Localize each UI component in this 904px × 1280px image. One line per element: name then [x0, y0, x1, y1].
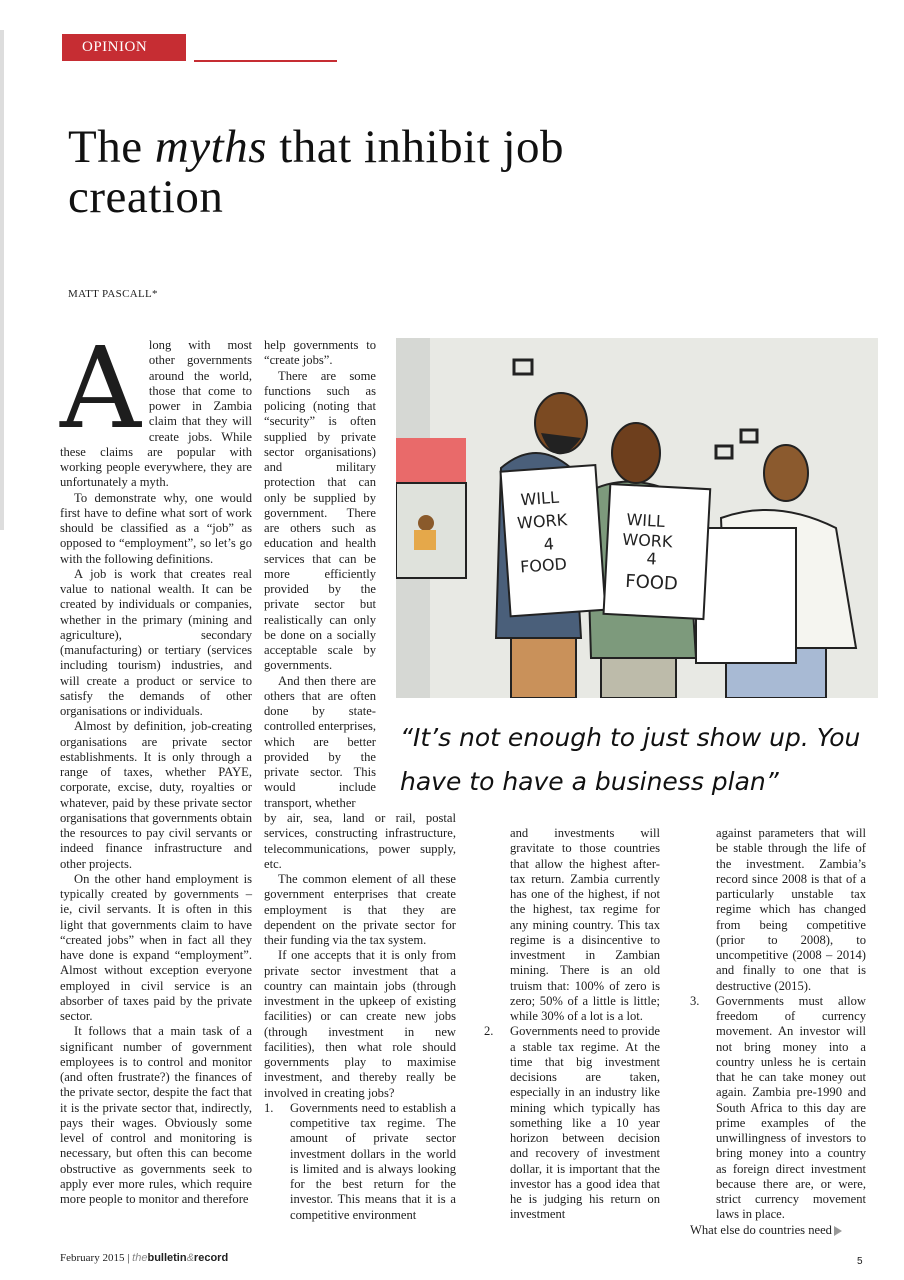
paragraph: To demonstrate why, one would first have to define what sort of work should be classified as a “job” as opposed to “employment”, so let’s go with the following definitions. [60, 490, 252, 566]
list-text: Governments need to provide a stable tax regime. At the time that big investment decisions are taken, especially in an industry like mining which typically has something like a 10 year horizon between decision and recovery of investment dollar, it is important that the investor has a good idea that he is judging his return on investment [510, 1024, 660, 1222]
drop-cap: A [60, 324, 141, 454]
article-column-2 [264, 338, 376, 811]
cartoon-sign1-line: 4 [543, 534, 555, 554]
numbered-list [484, 826, 660, 1223]
logo-amp: & [186, 1252, 194, 1264]
list-text: Governments need to establish a competitive tax regime. The amount of private sector investment dollars in the world is limited and is always looking for the best return for the investor. This means that it is a competitive environment [290, 1100, 456, 1222]
section-label: OPINION [82, 39, 148, 55]
publication-logo [132, 1252, 228, 1264]
logo-the: the [132, 1252, 148, 1264]
footer [60, 1252, 228, 1264]
section-rule [194, 60, 337, 62]
cartoon-sign2-line: FOOD [624, 570, 679, 595]
cartoon-sign2-line: WILL [626, 509, 666, 531]
paragraph: What else do countries need [690, 1222, 832, 1237]
paragraph: And then there are others that are often done by state-controlled enterprises, which are better provided by the private sector. This would include transport, whether [264, 673, 376, 810]
section-tag [62, 34, 186, 61]
article-column-1 [60, 324, 252, 1207]
paragraph: The common element of all these government enterprises that create employment is that they are dependent on the private sector for their funding via the tax system. [264, 872, 456, 947]
cartoon-sign1-line: FOOD [519, 554, 568, 577]
paragraph: If one accepts that it is only from private sector investment that a country can maintain jobs (through investment in the upkeep of existing facilities) or can create new jobs (through investment in new facilities), then what role should governments play to maximise investment, and thereby really be involved in creating jobs? [264, 948, 456, 1100]
paragraph: On the other hand employment is typically created by governments – ie, civil servants. It is often in this light that governments claim to have “created jobs” when in fact all they have done is expand “employment”. Almost without exception everyone employed in civil service is an absorber of taxes paid by the private sector. [60, 871, 252, 1023]
paragraph: It follows that a main task of a significant number of government employees is to control and monitor (and often frustrate?) the finances of the private sector, despite the fact that it is the private sector that, indirectly, pays their wages. Obviously some level of control and monitoring is necessary, but often this can become obstructive as governments seek to apply ever more rules, which require more people to monitor and therefore [60, 1024, 252, 1206]
headline-pre: The [68, 121, 155, 173]
continue-arrow-icon [834, 1226, 842, 1236]
cartoon-man2-head [612, 423, 660, 483]
footer-date: February 2015 [60, 1252, 125, 1264]
list-item [264, 1101, 456, 1223]
list-number: 3. [690, 993, 700, 1008]
page-number: 5 [857, 1256, 863, 1267]
numbered-list [264, 1101, 456, 1223]
cartoon-man3-head [764, 445, 808, 501]
list-item [690, 994, 866, 1223]
list-text: Governments must allow freedom of currency movement. An investor will not bring money into a country unless he is certain that he can take money out again. Zambia pre-1990 and South Africa to this day are prime examples of the unwillingness of investors to bring money into a country as foreign direct investment because there are, or were, strict currency movement laws in place. [716, 993, 866, 1222]
cartoon-sign1-line: WORK [516, 510, 568, 533]
cartoon-red-panel [396, 438, 466, 483]
cartoon-illustration [396, 338, 878, 698]
paragraph: help governments to “create jobs”. [264, 338, 376, 368]
headline [68, 122, 628, 222]
headline-emphasis: myths [154, 121, 267, 173]
list-item [690, 826, 866, 994]
cartoon-sign1-line: WILL [519, 487, 560, 510]
list-item [484, 1024, 660, 1222]
continued-line [690, 1223, 866, 1238]
list-item [484, 826, 660, 1024]
headline-post: that inhibit job creation [68, 121, 565, 223]
logo-part: record [193, 1252, 229, 1264]
cartoon-sign2-line: WORK [621, 529, 673, 552]
cartoon-figure-body [414, 530, 436, 550]
article-column-2-lower [264, 811, 456, 1223]
list-number: 2. [484, 1024, 494, 1039]
paragraph: A job is work that creates real value to national wealth. It can be created by individuals or companies, whether in the primary (mining and agriculture), secondary (manufacturing) or tertiary (services including tourism) industries, and will create a product or service to satisfy the demands of other organisations or individuals. [60, 566, 252, 718]
cartoon-figure-head [418, 515, 434, 531]
article-column-4 [690, 826, 866, 1238]
list-number: 1. [264, 1100, 274, 1115]
list-text: and investments will gravitate to those countries that allow the highest after-tax return. Zambia currently has one of the highest, if not the highest, tax regime for any mining country. This tax regime is a disincentive to investment in Zambian mining. There is an old truism that: 100% of zero is zero; 50% of a little is little; while 30% of a lot is a lot. [510, 826, 660, 1023]
cartoon-sign3 [696, 528, 796, 663]
logo-part: bulletin [147, 1252, 187, 1264]
paragraph: Almost by definition, job-creating organisations are private sector establishments. It is only through a range of taxes, whether PAYE, corporate, excise, duty, royalties or whatever, paid by these private sector organisations that governments obtain the resources to pay civil servants or indeed finance infrastructure and other projects. [60, 719, 252, 871]
pull-quote: “It’s not enough to just show up. You have to have a business plan” [400, 723, 861, 796]
paragraph: by air, sea, land or rail, postal services, constructing infrastructure, telecommunications, power supply, etc. [264, 811, 456, 871]
byline: MATT PASCALL* [68, 288, 158, 300]
numbered-list [690, 826, 866, 1223]
cartoon-sign2-line: 4 [646, 549, 658, 569]
footer-separator: | [127, 1252, 133, 1264]
page-edge-shadow [0, 30, 4, 530]
paragraph: There are some functions such as policing (noting that “security” is often supplied by private sector organisations) and military protection that can only be supplied by government. There are others such as education and health services that can be more efficiently provided by the private sector but realistically can only be done on a socially acceptable scale by governments. [264, 368, 376, 673]
cartoon-man2-legs [601, 658, 676, 698]
cartoon-man1-legs [511, 638, 576, 698]
list-text: against parameters that will be stable through the life of the investment. Zambia’s record since 2008 is that of a particularly unstable tax regime which has changed from being competitive (prior to 2008), to uncompetitive (2008 – 2014) and finally to one that is destructive (2015). [716, 826, 866, 993]
article-column-3 [484, 826, 660, 1223]
paragraph: long with most other governments around the world, those that come to power in Zambia claim that they will create jobs. While these claims are popular with working people everywhere, they are unfortunately a myth. [60, 338, 252, 490]
